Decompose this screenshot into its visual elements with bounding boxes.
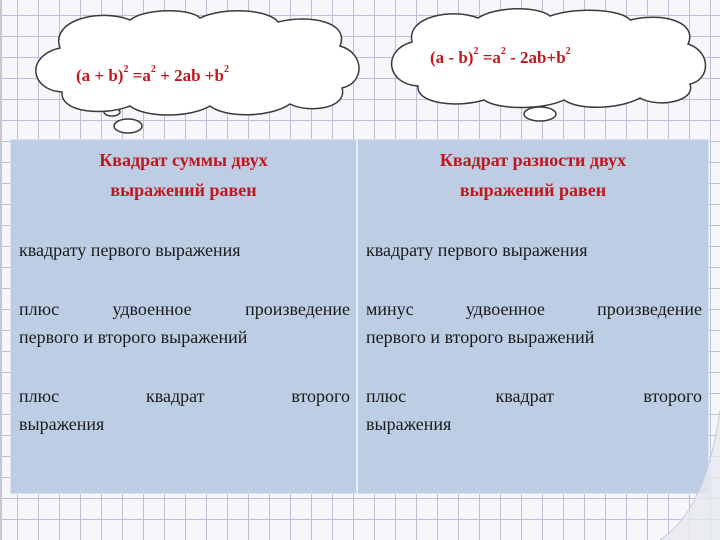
sum-rule-row-1: квадрату первого выражения (19, 240, 241, 260)
difference-rule-row-2-cont: первого и второго выражений (366, 327, 595, 347)
rules-table (10, 139, 709, 494)
sum-square-formula: $(a + b)^2 =a^2 + 2ab +b^2$ (76, 64, 229, 85)
sum-rule-row-3: плюс квадрат второго (19, 386, 350, 406)
cloud-shape (378, 8, 708, 128)
formula-cloud-difference (378, 8, 708, 128)
sum-rule-title: Квадрат суммы двух выражений равен (99, 150, 268, 200)
difference-rule-row-1: квадрату первого выражения (366, 240, 588, 260)
difference-rule-row-2: минус удвоенное произведение (366, 299, 702, 319)
difference-rule-row-3-cont: выражения (366, 414, 452, 434)
difference-rule-title: Квадрат разности двух выражений равен (439, 150, 627, 200)
formula-cloud-sum (20, 8, 370, 138)
notebook-margin (0, 0, 10, 540)
difference-rule-row-3: плюс квадрат второго (366, 386, 702, 406)
difference-rule-column (358, 140, 708, 493)
page-curl-decoration (660, 410, 720, 540)
sum-rule-row-3-cont: выражения (19, 414, 105, 434)
difference-square-formula: $(a - b)^2 =a^2 - 2ab+b^2$ (430, 46, 571, 67)
sum-rule-column (11, 140, 358, 493)
sum-rule-row-2: плюс удвоенное произведение (19, 299, 350, 319)
sum-rule-row-2-cont: первого и второго выражений (19, 327, 248, 347)
